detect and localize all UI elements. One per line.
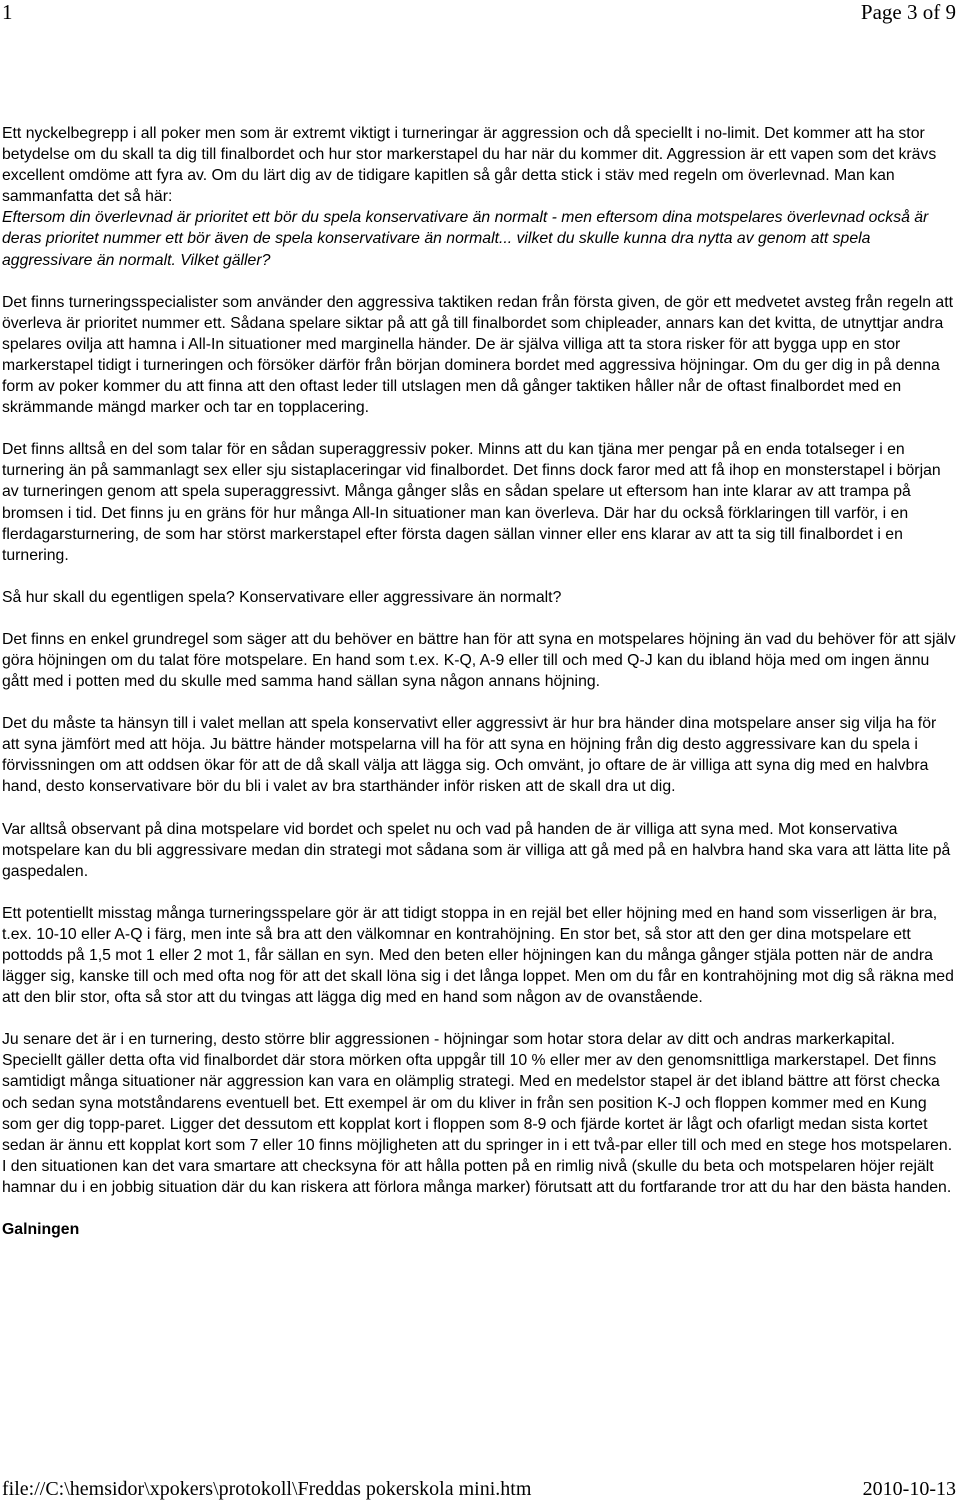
paragraph-superaggressive: Det finns alltså en del som talar för en sådan superaggressiv poker. Minns att du kan tjäna mer pengar på en enda totalseger i en turnering än på sammanlagt sex eller sju sistaplaceringar vid finalbordet. Det finns dock faror med att få ihop en monsterstapel i början av turneringen genom att spela superaggressivt. Många gånger slås en sådan spelare ut eftersom han inte klarar av att trampa på bromsen i tid. Det finns ju en gräns för hur många All-In situationer man kan överleva. Där har du också förklaringen till varför, i en flerdagarsturnering, de som har störst markerstapel efter första dagen sällan vinner eller ens klarar av att ta sig till finalbordet i en turnering. bbox=[2, 441, 941, 564]
paragraph-question: Så hur skall du egentligen spela? Konservativare eller aggressivare än normalt? bbox=[2, 588, 562, 606]
article-body bbox=[2, 123, 956, 1261]
paragraph-intro: Ett nyckelbegrepp i all poker men som är extremt viktigt i turneringar är aggression och då speciellt i no-limit. Det kommer att ha stor betydelse om du skall ta dig till finalbordet och hur stor markerstapel du har när du kommer dit. Aggression är ett vapen som det krävs excellent omdöme att fyra av. Om du lärt dig av de tidigare kapitlen så går detta stick i stäv med regeln om överlevnad. Man kan sammanfatta det så här: bbox=[2, 125, 937, 206]
file-path: file://C:\hemsidor\xpokers\protokoll\Freddas pokerskola mini.htm bbox=[2, 1478, 532, 1500]
paragraph-observe-opponents: Var alltså observant på dina motspelare vid bordet och spelet nu och vad på handen de är villiga att syna med. Mot konservativa motspelare kan du bli aggressivare medan din strategi mot sådana som är villiga att gå med på en halvbra hand ska vara att lätta lite på gaspedalen. bbox=[2, 820, 951, 880]
page-number: 1 bbox=[2, 0, 13, 24]
paragraph-intro-quote bbox=[2, 207, 956, 270]
page-footer bbox=[0, 1478, 960, 1502]
paragraph-mistake: Ett potentiellt misstag många turneringsspelare gör är att tidigt stoppa in en rejäl bet eller höjning med en hand som visserligen är bra, t.ex. 10-10 eller A-Q i färg, men inte så bra att den välkomnar en kontrahöjning. En stor bet, så stor att den ger dina motspelare ett pottodds på 1,5 mot 1 eller 2 mot 1, får sällan en syn. Med den beten eller höjningen kan du många gånger stjäla potten när de andra lägger sig, kanske till och med ofta nog för att det skall löna sig i det långa loppet. Men om du får en kontrahöjning mot dig så räkna med att den blir stor, ofta så stor att du tvingas att lägga dig med en hand som någon av de ovanstående. bbox=[2, 904, 954, 1007]
author-signature: Galningen bbox=[2, 1221, 80, 1239]
paragraph-ground-rule: Det finns en enkel grundregel som säger att du behöver en bättre han för att syna en motspelares höjning än vad du behöver för att själv göra höjningen om du talat före motspelare. En hand som t.ex. K-Q, A-9 eller till och med Q-J kan du ibland höja med om ingen ännu gått med i potten med du skulle med samma hand sällan syna någon annans höjning. bbox=[2, 630, 956, 691]
paragraph-late-tournament: Ju senare det är i en turnering, desto större blir aggressionen - höjningar som hotar stora delar av ditt och andras markerkapital. Speciellt gäller detta ofta vid finalbordet där stora mörken ofta uppgår till 10 % eller mer av den genomsnittliga markerstapel. Det finns samtidigt många situationer när aggression kan vara en olämplig strategi. Med en medelstor stapel är det ibland bättre att först checka och sedan syna motståndarens eventuell bet. Ett exempel är om du kliver in från sen position K-J och floppen kommer med en Kung som ger dig topp-paret. Ligger det dessutom ett kopplat kort i floppen som 8-9 och fjärde kortet är lågt och ofarligt medan sista kortet sedan är ännu ett kopplat kort som 7 eller 10 finns möjligheten att du springer in i ett två-par eller till och med en stege hos motspelaren. I den situationen kan det vara smartare att checksyna för att hålla potten på en rimlig nivå (skulle du beta och motspelaren höjer rejält hamnar du i en jobbig situation där du kan riskera att förlora många marker) förutsatt att du fortfarande tror att du har den bästa handen. bbox=[2, 1031, 953, 1196]
page-of-indicator: Page 3 of 9 bbox=[860, 0, 956, 24]
paragraph-specialists: Det finns turneringsspecialister som använder den aggressiva taktiken redan från första given, de gör ett medvetet avsteg från regeln att överleva är prioritet nummer ett. Sådana spelare siktar på att gå till finalbordet som chipleader, annars kan det kvitta, de utnyttjar andra spelares ovilja att hamna i All-In situationer med marginella händer. De är själva villiga att ta stora risker för att bygga upp en stor markerstapel tidigt i turneringen och försöker därför från början dominera bordet med aggressiva höjningar. Om du ger dig in på denna form av poker kommer du att finna att den oftast leder till utslagen men då gånger taktiken håller når de oftast finalbordet med en skrämmande mängd marker och tar en topplacering. bbox=[2, 293, 953, 417]
page-header bbox=[0, 0, 960, 26]
paragraph-consideration: Det du måste ta hänsyn till i valet mellan att spela konservativt eller aggressivt är hur bra händer dina motspelare anser sig vilja ha för att syna jämfört med att höja. Ju bättre händer motspelarna vill ha för att syna en höjning från dig desto aggressivare kan du spela i förvissningen om att oddsen ökar för att de då skall välja att lägga sig. Och omvänt, jo oftare de är villiga att syna dig med en halvbra hand, desto konservativare bör du bli i valet av bra starthänder inför risken att de skall dra ut dig. bbox=[2, 715, 937, 796]
print-date: 2010-10-13 bbox=[862, 1478, 956, 1500]
italic-quote: Eftersom din överlevnad är prioritet ett bör du spela konservativare än normalt - men eftersom dina motspelares överlevnad också är deras prioritet nummer ett bör även de spela konservativare än normalt... vilket du skulle kunna dra nytta av genom att spela aggressivare än normalt. Vilket gäller? bbox=[2, 209, 929, 269]
